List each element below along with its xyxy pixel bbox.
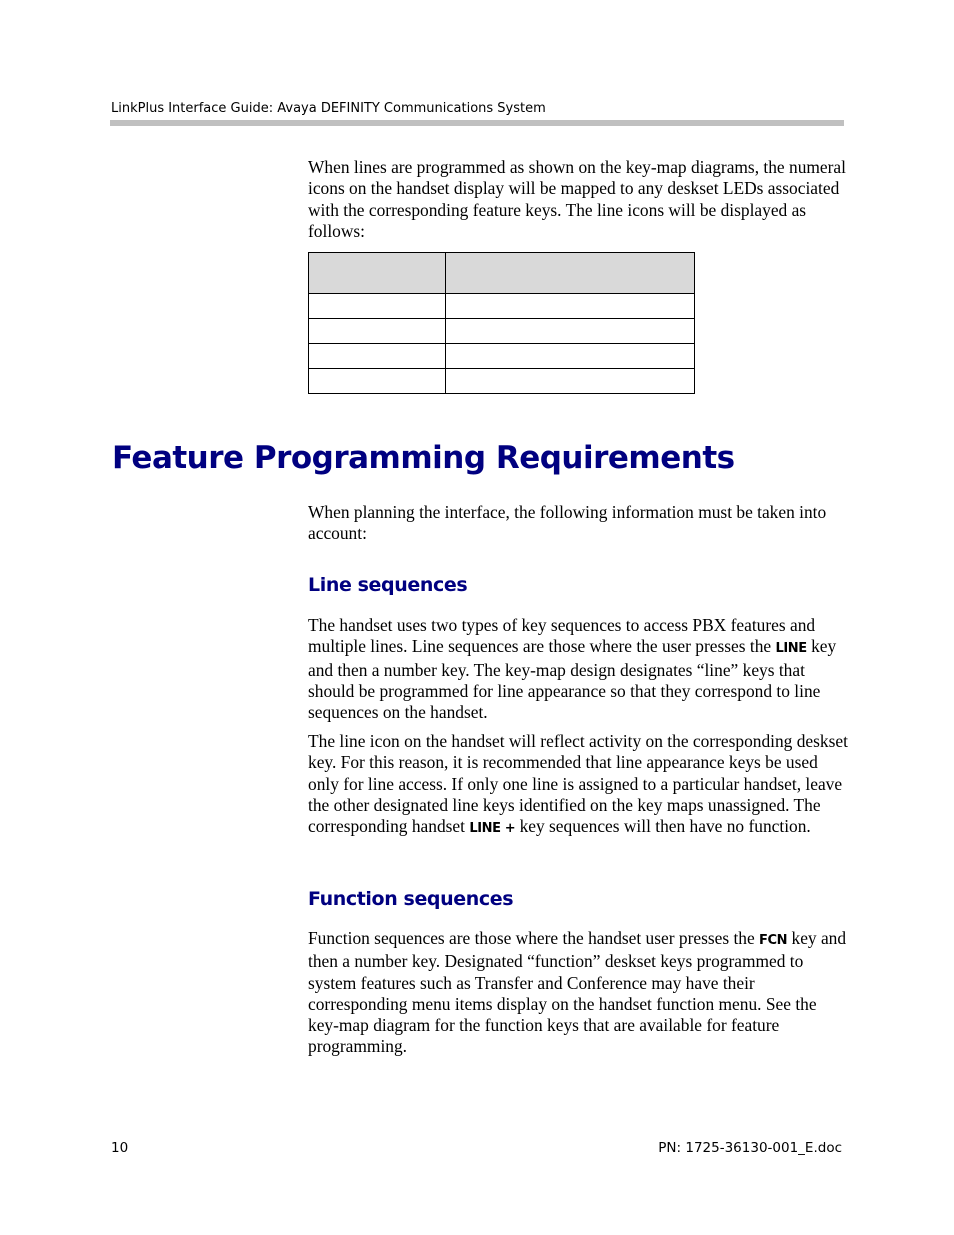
header-rule: [110, 120, 844, 126]
fcn-key-label: FCN: [759, 933, 788, 948]
text-run: key sequences will then have no function.: [515, 816, 811, 837]
line-key-label: LINE: [775, 641, 807, 657]
table-row: [309, 294, 695, 319]
text-run: The handset uses two types of key sequences to access PBX features and multiple lines. Line sequences are those where the user presses the: [308, 615, 816, 657]
text-run: key and then a number key. The key-map design designates “line” keys that should be programmed for line appearance so that they correspond to line sequences on the handset.: [308, 636, 837, 723]
function-sequences-heading: Function sequences: [308, 888, 514, 910]
table-cell: [309, 319, 446, 344]
table-cell: [446, 344, 695, 369]
table-cell: [309, 294, 446, 319]
line-sequences-heading: Line sequences: [308, 574, 468, 596]
table-row: [309, 319, 695, 344]
table-cell: [309, 369, 446, 394]
table-header-row: [309, 253, 695, 294]
line-sequences-paragraph-1: [308, 615, 848, 723]
table-cell: [446, 369, 695, 394]
function-sequences-paragraph: [308, 928, 848, 1058]
section-intro-paragraph: When planning the interface, the following information must be taken into account:: [308, 502, 827, 544]
document-id: PN: 1725-36130-001_E.doc: [658, 1140, 842, 1156]
text-run: key and then a number key. Designated “function” deskset keys programmed to system features such as Transfer and Conference may have their corresponding menu items display on the handset function menu. See the key-map diagram for the function keys that are available for feature programming.: [308, 928, 847, 1057]
table-header-cell: [446, 253, 695, 294]
page-number: 10: [111, 1140, 129, 1156]
table-cell: [446, 294, 695, 319]
text-run: The line icon on the handset will reflect activity on the corresponding deskset key. For this reason, it is recommended that line appearance keys be used only for line access. If only one line is assigned to a particular handset, leave the other designated line keys identified on the key maps unassigned. The corresponding handset: [308, 731, 848, 837]
intro-paragraph: When lines are programmed as shown on the key-map diagrams, the numeral icons on the handset display will be mapped to any deskset LEDs associated with the corresponding feature keys. The line icons will be displayed as follows:: [308, 157, 846, 241]
line-sequences-paragraph-2: [308, 731, 848, 839]
line-plus-key-label: LINE +: [469, 821, 516, 837]
table-cell: [309, 344, 446, 369]
table-row: [309, 369, 695, 394]
table-row: [309, 344, 695, 369]
table-cell: [446, 319, 695, 344]
running-header: LinkPlus Interface Guide: Avaya DEFINITY Communications System: [111, 101, 546, 116]
section-title: Feature Programming Requirements: [112, 440, 735, 476]
line-icon-table: [308, 252, 695, 394]
text-run: Function sequences are those where the handset user presses the: [308, 928, 760, 948]
table-header-cell: [309, 253, 446, 294]
